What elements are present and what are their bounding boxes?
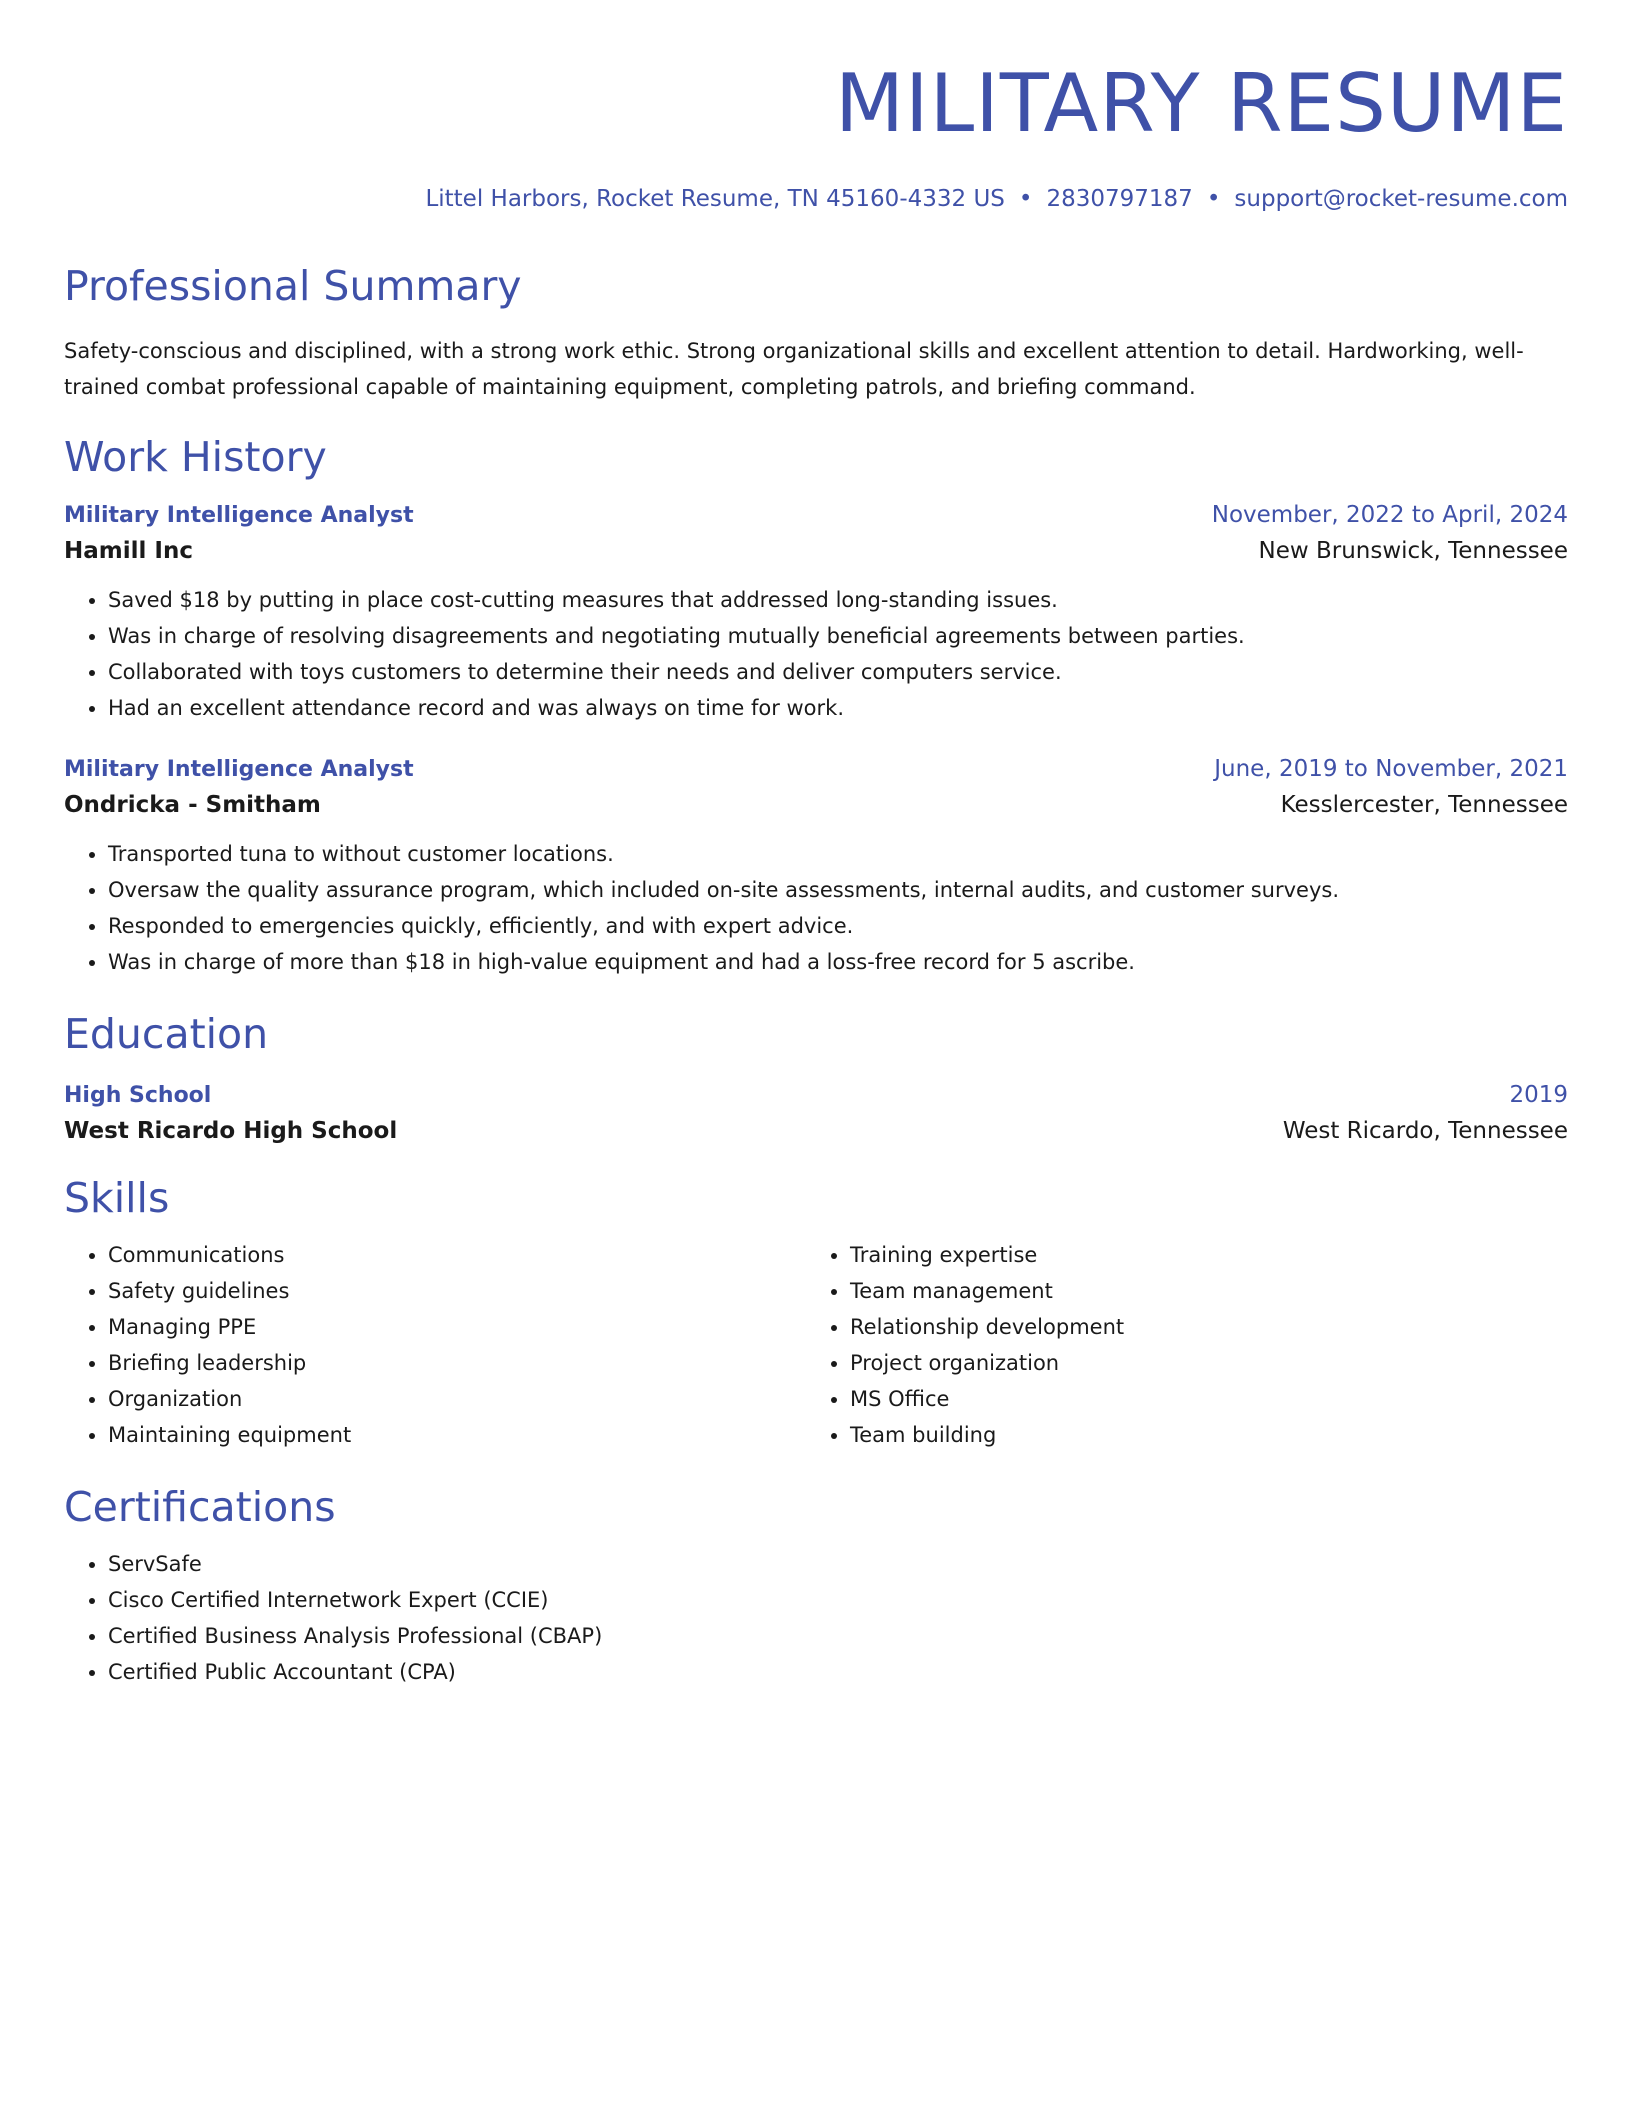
- job-company: Hamill Inc: [64, 538, 193, 565]
- job-entry: [64, 756, 1568, 980]
- education-year: 2019: [1509, 1081, 1568, 1108]
- contact-email: support@rocket-resume.com: [1234, 186, 1568, 212]
- list-item: • Cisco Certified Internetwork Expert (CCIE): [108, 1582, 1568, 1618]
- list-item: • Relationship development: [850, 1309, 1568, 1345]
- contact-separator: •: [1018, 186, 1033, 212]
- education-section: [64, 1010, 1568, 1143]
- section-title: Certifications: [64, 1482, 336, 1531]
- education-school: West Ricardo High School: [64, 1117, 398, 1144]
- job-header-row: [64, 756, 1568, 782]
- work-history-section: [64, 433, 1568, 980]
- list-item: • Responded to emergencies quickly, efficiently, and with expert advice.: [108, 908, 1568, 944]
- list-item: • Managing PPE: [108, 1309, 816, 1345]
- job-location: Kesslercester, Tennessee: [1280, 792, 1568, 819]
- education-degree: High School: [64, 1082, 212, 1108]
- job-bullets: [64, 582, 1568, 726]
- resume-header: [64, 56, 1568, 212]
- job-title: Military Intelligence Analyst: [64, 503, 414, 529]
- list-item: • MS Office: [850, 1381, 1568, 1417]
- skills-section: [64, 1174, 1568, 1453]
- job-title: Military Intelligence Analyst: [64, 757, 414, 783]
- list-item: • Briefing leadership: [108, 1345, 816, 1381]
- list-item: • Safety guidelines: [108, 1273, 816, 1309]
- job-dates: June, 2019 to November, 2021: [1214, 756, 1568, 783]
- job-entry: [64, 502, 1568, 726]
- contact-separator: •: [1206, 186, 1221, 212]
- skills-columns: [64, 1237, 1568, 1453]
- list-item: • ServSafe: [108, 1546, 1568, 1582]
- job-company-row: [64, 538, 1568, 564]
- certifications-section: [64, 1483, 1568, 1690]
- summary-section: [64, 262, 1568, 405]
- skills-list: [816, 1237, 1568, 1453]
- list-item: • Certified Business Analysis Professional (CBAP): [108, 1618, 1568, 1654]
- list-item: • Team management: [850, 1273, 1568, 1309]
- list-item: • Maintaining equipment: [108, 1417, 816, 1453]
- education-entry: [64, 1082, 1568, 1144]
- list-item: • Training expertise: [850, 1237, 1568, 1273]
- list-item: • Team building: [850, 1417, 1568, 1453]
- list-item: • Communications: [108, 1237, 816, 1273]
- list-item: • Was in charge of more than $18 in high-value equipment and had a loss-free record for 5 ascribe.: [108, 944, 1568, 980]
- summary-text: Safety-conscious and disciplined, with a strong work ethic. Strong organizational skills and excellent attention to detail. Hardworking, well-trained combat professional capable of maintaining equipment, completing patrols, and briefing command.: [64, 339, 1524, 400]
- education-header-row: [64, 1082, 1568, 1108]
- section-title: Education: [64, 1010, 269, 1059]
- list-item: • Saved $18 by putting in place cost-cutting measures that addressed long-standing issues.: [108, 582, 1568, 618]
- job-company: Ondricka - Smitham: [64, 792, 321, 819]
- contact-phone: 2830797187: [1046, 186, 1193, 212]
- section-title: Work History: [64, 433, 327, 482]
- skills-column-right: [816, 1237, 1568, 1453]
- job-dates: November, 2022 to April, 2024: [1211, 502, 1568, 529]
- list-item: • Collaborated with toys customers to determine their needs and deliver computers service.: [108, 654, 1568, 690]
- job-location: New Brunswick, Tennessee: [1258, 538, 1568, 565]
- education-location: West Ricardo, Tennessee: [1282, 1117, 1568, 1144]
- education-school-row: [64, 1118, 1568, 1144]
- list-item: • Certified Public Accountant (CPA): [108, 1654, 1568, 1690]
- job-bullets: [64, 836, 1568, 980]
- list-item: • Oversaw the quality assurance program, which included on-site assessments, internal audits, and customer surveys.: [108, 872, 1568, 908]
- list-item: • Was in charge of resolving disagreements and negotiating mutually beneficial agreements between parties.: [108, 618, 1568, 654]
- list-item: • Had an excellent attendance record and was always on time for work.: [108, 690, 1568, 726]
- skills-column-left: [64, 1237, 816, 1453]
- skills-list: [64, 1237, 816, 1453]
- list-item: • Organization: [108, 1381, 816, 1417]
- resume-name: MILITARY RESUME: [835, 57, 1568, 150]
- list-item: • Transported tuna to without customer locations.: [108, 836, 1568, 872]
- section-title: Skills: [64, 1173, 170, 1222]
- contact-address: Littel Harbors, Rocket Resume, TN 45160-4332 US: [425, 186, 1005, 212]
- section-title: Professional Summary: [64, 262, 522, 310]
- contact-line: [64, 186, 1568, 212]
- certifications-list: [64, 1546, 1568, 1690]
- job-header-row: [64, 502, 1568, 528]
- job-company-row: [64, 792, 1568, 818]
- list-item: • Project organization: [850, 1345, 1568, 1381]
